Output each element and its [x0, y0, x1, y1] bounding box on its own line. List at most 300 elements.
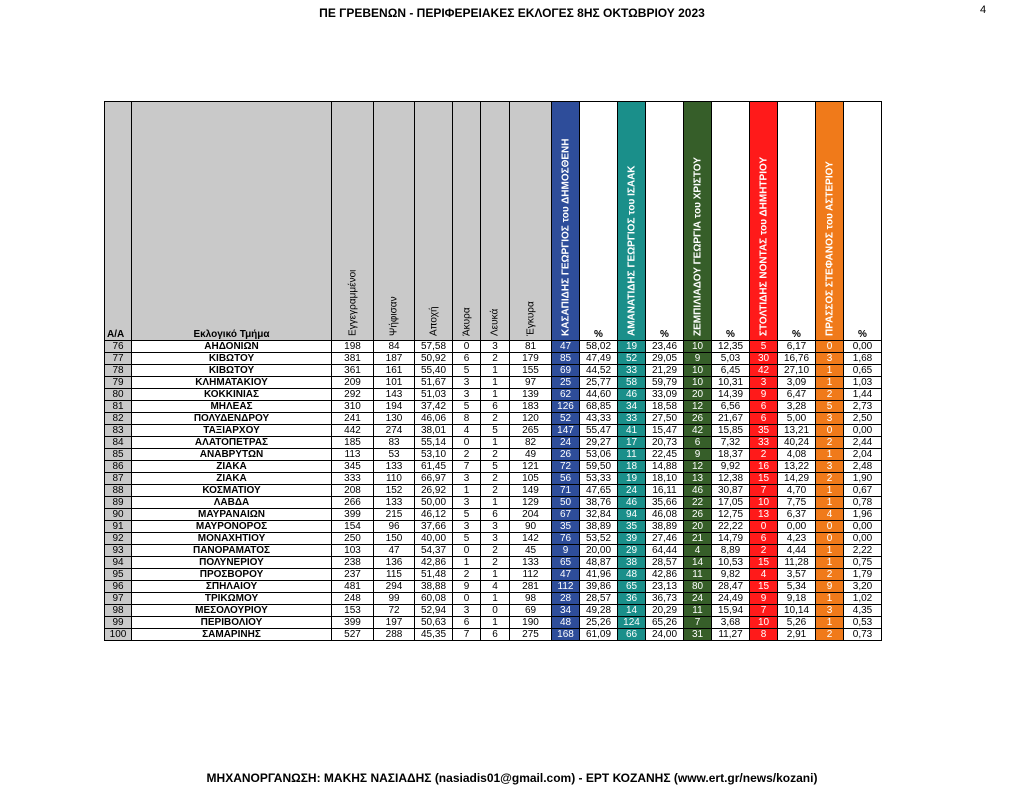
cell-candidate-2: 34 [618, 401, 646, 413]
cell-akyra: 3 [453, 389, 481, 401]
cell-lefka: 2 [481, 557, 510, 569]
cell-candidate-1: 34 [552, 605, 580, 617]
cell-apoxi: 46,06 [415, 413, 453, 425]
cell-pct-3: 6,56 [712, 401, 750, 413]
cell-pct-2: 27,46 [646, 533, 684, 545]
cell-candidate-2: 24 [618, 485, 646, 497]
cell-candidate-1: 24 [552, 437, 580, 449]
cell-candidate-1: 47 [552, 569, 580, 581]
cell-egkyra: 183 [510, 401, 552, 413]
cell-egkyra: 45 [510, 545, 552, 557]
cell-eggegrammenoi: 248 [332, 593, 374, 605]
cell-apoxi: 60,08 [415, 593, 453, 605]
cell-pct-3: 12,38 [712, 473, 750, 485]
cell-aa: 78 [105, 365, 132, 377]
cell-eggegrammenoi: 345 [332, 461, 374, 473]
cell-candidate-1: 112 [552, 581, 580, 593]
cell-eggegrammenoi: 399 [332, 617, 374, 629]
cell-akyra: 3 [453, 521, 481, 533]
cell-candidate-4: 10 [750, 617, 778, 629]
cell-lefka: 1 [481, 377, 510, 389]
cell-candidate-1: 48 [552, 617, 580, 629]
cell-eggegrammenoi: 333 [332, 473, 374, 485]
cell-egkyra: 142 [510, 533, 552, 545]
table-row [105, 353, 882, 365]
cell-tmima: ΣΑΜΑΡΙΝΗΣ [132, 629, 332, 641]
cell-pct-4: 4,70 [778, 485, 816, 497]
cell-pct-2: 38,89 [646, 521, 684, 533]
cell-egkyra: 129 [510, 497, 552, 509]
cell-candidate-4: 7 [750, 485, 778, 497]
table-row [105, 461, 882, 473]
cell-pct-3: 12,75 [712, 509, 750, 521]
cell-akyra: 0 [453, 341, 481, 353]
cell-candidate-4: 8 [750, 629, 778, 641]
cell-egkyra: 112 [510, 569, 552, 581]
table-row [105, 377, 882, 389]
cell-tmima: ΠΟΛΥΔΕΝΔΡΟΥ [132, 413, 332, 425]
header-pct-1: % [580, 102, 618, 341]
cell-psifisan: 294 [374, 581, 415, 593]
cell-eggegrammenoi: 238 [332, 557, 374, 569]
cell-candidate-5: 3 [816, 605, 844, 617]
cell-candidate-4: 15 [750, 557, 778, 569]
cell-pct-2: 14,88 [646, 461, 684, 473]
cell-pct-5: 2,50 [844, 413, 882, 425]
cell-pct-1: 47,65 [580, 485, 618, 497]
header-pct-3: % [712, 102, 750, 341]
cell-lefka: 3 [481, 341, 510, 353]
cell-psifisan: 115 [374, 569, 415, 581]
cell-akyra: 0 [453, 545, 481, 557]
cell-aa: 92 [105, 533, 132, 545]
cell-tmima: ΑΝΑΒΡΥΤΩΝ [132, 449, 332, 461]
cell-apoxi: 66,97 [415, 473, 453, 485]
table-row [105, 485, 882, 497]
cell-pct-3: 9,82 [712, 569, 750, 581]
cell-lefka: 4 [481, 581, 510, 593]
cell-candidate-3: 26 [684, 413, 712, 425]
cell-egkyra: 155 [510, 365, 552, 377]
cell-candidate-5: 2 [816, 437, 844, 449]
cell-candidate-1: 65 [552, 557, 580, 569]
table-row [105, 557, 882, 569]
cell-pct-1: 55,47 [580, 425, 618, 437]
cell-lefka: 1 [481, 389, 510, 401]
cell-egkyra: 81 [510, 341, 552, 353]
table-row [105, 593, 882, 605]
cell-lefka: 1 [481, 497, 510, 509]
cell-candidate-4: 15 [750, 473, 778, 485]
cell-lefka: 5 [481, 425, 510, 437]
cell-psifisan: 187 [374, 353, 415, 365]
cell-aa: 81 [105, 401, 132, 413]
cell-candidate-1: 72 [552, 461, 580, 473]
cell-akyra: 1 [453, 485, 481, 497]
cell-pct-1: 38,76 [580, 497, 618, 509]
cell-candidate-2: 11 [618, 449, 646, 461]
cell-pct-2: 24,00 [646, 629, 684, 641]
cell-pct-1: 20,00 [580, 545, 618, 557]
cell-tmima: ΚΟΚΚΙΝΙΑΣ [132, 389, 332, 401]
cell-tmima: ΚΛΗΜΑΤΑΚΙΟΥ [132, 377, 332, 389]
cell-egkyra: 275 [510, 629, 552, 641]
cell-pct-4: 2,91 [778, 629, 816, 641]
cell-pct-4: 3,09 [778, 377, 816, 389]
cell-akyra: 6 [453, 353, 481, 365]
cell-candidate-3: 22 [684, 497, 712, 509]
cell-eggegrammenoi: 198 [332, 341, 374, 353]
cell-lefka: 1 [481, 437, 510, 449]
cell-pct-2: 18,10 [646, 473, 684, 485]
cell-candidate-5: 0 [816, 521, 844, 533]
cell-pct-1: 29,27 [580, 437, 618, 449]
cell-lefka: 1 [481, 617, 510, 629]
cell-candidate-4: 2 [750, 449, 778, 461]
cell-candidate-3: 4 [684, 545, 712, 557]
header-psifisan: Ψήφισαν [374, 102, 415, 341]
cell-pct-1: 58,02 [580, 341, 618, 353]
cell-psifisan: 110 [374, 473, 415, 485]
cell-aa: 88 [105, 485, 132, 497]
cell-pct-1: 53,06 [580, 449, 618, 461]
cell-aa: 80 [105, 389, 132, 401]
cell-candidate-1: 56 [552, 473, 580, 485]
cell-pct-5: 0,78 [844, 497, 882, 509]
cell-egkyra: 98 [510, 593, 552, 605]
cell-lefka: 2 [481, 413, 510, 425]
cell-pct-4: 13,21 [778, 425, 816, 437]
table-row [105, 365, 882, 377]
cell-apoxi: 45,35 [415, 629, 453, 641]
cell-pct-2: 36,73 [646, 593, 684, 605]
page-title: ΠΕ ΓΡΕΒΕΝΩΝ - ΠΕΡΙΦΕΡΕΙΑΚΕΣ ΕΚΛΟΓΕΣ 8ΗΣ ΟΚΤΩΒΡΙΟΥ 2023 [319, 6, 705, 20]
cell-candidate-4: 30 [750, 353, 778, 365]
cell-aa: 77 [105, 353, 132, 365]
cell-aa: 96 [105, 581, 132, 593]
cell-candidate-2: 48 [618, 569, 646, 581]
cell-candidate-1: 76 [552, 533, 580, 545]
cell-candidate-2: 38 [618, 557, 646, 569]
cell-aa: 83 [105, 425, 132, 437]
cell-aa: 94 [105, 557, 132, 569]
cell-apoxi: 55,14 [415, 437, 453, 449]
cell-eggegrammenoi: 310 [332, 401, 374, 413]
cell-candidate-4: 4 [750, 569, 778, 581]
cell-pct-2: 29,05 [646, 353, 684, 365]
cell-pct-3: 24,49 [712, 593, 750, 605]
cell-lefka: 3 [481, 533, 510, 545]
cell-candidate-5: 2 [816, 569, 844, 581]
cell-pct-3: 15,94 [712, 605, 750, 617]
cell-eggegrammenoi: 241 [332, 413, 374, 425]
header-apoxi: Αποχή [415, 102, 453, 341]
cell-pct-2: 23,13 [646, 581, 684, 593]
cell-candidate-1: 50 [552, 497, 580, 509]
cell-apoxi: 42,86 [415, 557, 453, 569]
cell-candidate-5: 1 [816, 365, 844, 377]
cell-aa: 82 [105, 413, 132, 425]
header-candidate-3: ΖΕΜΠΙΛΙΑΔΟΥ ΓΕΩΡΓΙΑ του ΧΡΙΣΤΟΥ [684, 102, 712, 341]
cell-apoxi: 53,10 [415, 449, 453, 461]
cell-candidate-2: 19 [618, 473, 646, 485]
header-pct-4: % [778, 102, 816, 341]
table-row [105, 497, 882, 509]
cell-akyra: 3 [453, 473, 481, 485]
cell-eggegrammenoi: 527 [332, 629, 374, 641]
cell-egkyra: 105 [510, 473, 552, 485]
cell-psifisan: 143 [374, 389, 415, 401]
cell-lefka: 2 [481, 545, 510, 557]
cell-akyra: 0 [453, 593, 481, 605]
table-row [105, 425, 882, 437]
cell-lefka: 0 [481, 605, 510, 617]
cell-akyra: 4 [453, 425, 481, 437]
cell-candidate-5: 1 [816, 497, 844, 509]
cell-pct-3: 17,05 [712, 497, 750, 509]
cell-pct-1: 61,09 [580, 629, 618, 641]
cell-candidate-3: 12 [684, 461, 712, 473]
cell-candidate-3: 11 [684, 569, 712, 581]
cell-akyra: 2 [453, 449, 481, 461]
cell-lefka: 2 [481, 473, 510, 485]
cell-pct-3: 6,45 [712, 365, 750, 377]
cell-apoxi: 50,00 [415, 497, 453, 509]
cell-apoxi: 61,45 [415, 461, 453, 473]
cell-tmima: ΑΗΔΟΝΙΩΝ [132, 341, 332, 353]
cell-pct-4: 5,34 [778, 581, 816, 593]
cell-pct-5: 0,53 [844, 617, 882, 629]
cell-akyra: 7 [453, 461, 481, 473]
cell-pct-5: 3,20 [844, 581, 882, 593]
cell-pct-5: 2,04 [844, 449, 882, 461]
cell-pct-1: 53,52 [580, 533, 618, 545]
cell-akyra: 5 [453, 509, 481, 521]
cell-pct-5: 0,00 [844, 521, 882, 533]
cell-lefka: 5 [481, 461, 510, 473]
cell-pct-4: 0,00 [778, 521, 816, 533]
cell-akyra: 2 [453, 569, 481, 581]
cell-apoxi: 51,03 [415, 389, 453, 401]
cell-egkyra: 265 [510, 425, 552, 437]
cell-pct-3: 28,47 [712, 581, 750, 593]
cell-psifisan: 215 [374, 509, 415, 521]
cell-egkyra: 133 [510, 557, 552, 569]
cell-candidate-3: 10 [684, 341, 712, 353]
cell-pct-2: 42,86 [646, 569, 684, 581]
cell-candidate-5: 2 [816, 389, 844, 401]
cell-tmima: ΠΑΝΟΡΑΜΑΤΟΣ [132, 545, 332, 557]
cell-aa: 86 [105, 461, 132, 473]
cell-candidate-2: 124 [618, 617, 646, 629]
cell-pct-1: 48,87 [580, 557, 618, 569]
cell-pct-2: 22,45 [646, 449, 684, 461]
cell-candidate-4: 2 [750, 545, 778, 557]
cell-pct-2: 64,44 [646, 545, 684, 557]
cell-pct-2: 23,46 [646, 341, 684, 353]
cell-aa: 90 [105, 509, 132, 521]
cell-pct-5: 1,96 [844, 509, 882, 521]
cell-egkyra: 139 [510, 389, 552, 401]
table-row [105, 569, 882, 581]
cell-candidate-4: 13 [750, 509, 778, 521]
cell-candidate-2: 17 [618, 437, 646, 449]
cell-candidate-4: 6 [750, 401, 778, 413]
cell-pct-4: 27,10 [778, 365, 816, 377]
cell-candidate-5: 1 [816, 593, 844, 605]
table-row [105, 581, 882, 593]
cell-candidate-5: 3 [816, 461, 844, 473]
cell-tmima: ΠΡΟΣΒΟΡΟΥ [132, 569, 332, 581]
cell-psifisan: 133 [374, 497, 415, 509]
cell-pct-2: 59,79 [646, 377, 684, 389]
cell-pct-4: 5,00 [778, 413, 816, 425]
cell-candidate-4: 3 [750, 377, 778, 389]
cell-tmima: ΚΙΒΩΤΟΥ [132, 365, 332, 377]
cell-pct-2: 21,29 [646, 365, 684, 377]
cell-pct-3: 10,53 [712, 557, 750, 569]
cell-pct-2: 20,29 [646, 605, 684, 617]
cell-candidate-1: 126 [552, 401, 580, 413]
cell-apoxi: 57,58 [415, 341, 453, 353]
cell-candidate-2: 14 [618, 605, 646, 617]
cell-akyra: 7 [453, 629, 481, 641]
cell-tmima: ΣΠΗΛΑΙΟΥ [132, 581, 332, 593]
cell-candidate-3: 11 [684, 605, 712, 617]
cell-candidate-4: 42 [750, 365, 778, 377]
cell-pct-5: 4,35 [844, 605, 882, 617]
cell-pct-2: 28,57 [646, 557, 684, 569]
cell-aa: 89 [105, 497, 132, 509]
table-row [105, 341, 882, 353]
cell-psifisan: 84 [374, 341, 415, 353]
cell-eggegrammenoi: 361 [332, 365, 374, 377]
cell-pct-5: 0,65 [844, 365, 882, 377]
cell-pct-4: 3,57 [778, 569, 816, 581]
cell-pct-3: 5,03 [712, 353, 750, 365]
cell-eggegrammenoi: 442 [332, 425, 374, 437]
cell-candidate-4: 7 [750, 605, 778, 617]
cell-candidate-4: 0 [750, 521, 778, 533]
cell-pct-1: 44,52 [580, 365, 618, 377]
table-row [105, 401, 882, 413]
cell-psifisan: 83 [374, 437, 415, 449]
cell-aa: 93 [105, 545, 132, 557]
cell-lefka: 6 [481, 401, 510, 413]
cell-candidate-4: 10 [750, 497, 778, 509]
cell-candidate-3: 24 [684, 593, 712, 605]
cell-pct-5: 0,00 [844, 425, 882, 437]
cell-candidate-5: 1 [816, 545, 844, 557]
cell-apoxi: 51,67 [415, 377, 453, 389]
cell-candidate-2: 29 [618, 545, 646, 557]
cell-pct-1: 59,50 [580, 461, 618, 473]
cell-candidate-3: 20 [684, 521, 712, 533]
cell-egkyra: 97 [510, 377, 552, 389]
cell-candidate-5: 5 [816, 401, 844, 413]
cell-pct-5: 1,44 [844, 389, 882, 401]
cell-candidate-1: 67 [552, 509, 580, 521]
cell-tmima: ΛΑΒΔΑ [132, 497, 332, 509]
cell-tmima: ΚΙΒΩΤΟΥ [132, 353, 332, 365]
cell-candidate-4: 6 [750, 413, 778, 425]
cell-pct-5: 0,73 [844, 629, 882, 641]
cell-eggegrammenoi: 185 [332, 437, 374, 449]
cell-psifisan: 53 [374, 449, 415, 461]
cell-candidate-2: 36 [618, 593, 646, 605]
cell-candidate-2: 39 [618, 533, 646, 545]
cell-candidate-5: 0 [816, 425, 844, 437]
cell-apoxi: 54,37 [415, 545, 453, 557]
cell-candidate-5: 1 [816, 377, 844, 389]
cell-aa: 100 [105, 629, 132, 641]
cell-akyra: 0 [453, 437, 481, 449]
cell-psifisan: 150 [374, 533, 415, 545]
cell-candidate-4: 16 [750, 461, 778, 473]
cell-aa: 98 [105, 605, 132, 617]
cell-pct-5: 1,03 [844, 377, 882, 389]
cell-psifisan: 197 [374, 617, 415, 629]
cell-candidate-1: 52 [552, 413, 580, 425]
cell-candidate-4: 35 [750, 425, 778, 437]
cell-eggegrammenoi: 113 [332, 449, 374, 461]
cell-pct-2: 27,50 [646, 413, 684, 425]
cell-pct-3: 8,89 [712, 545, 750, 557]
cell-lefka: 6 [481, 509, 510, 521]
cell-pct-4: 16,76 [778, 353, 816, 365]
results-table [104, 101, 882, 641]
cell-apoxi: 51,48 [415, 569, 453, 581]
cell-lefka: 6 [481, 629, 510, 641]
cell-pct-4: 14,29 [778, 473, 816, 485]
cell-pct-1: 47,49 [580, 353, 618, 365]
table-row [105, 545, 882, 557]
cell-candidate-5: 0 [816, 533, 844, 545]
cell-pct-1: 53,33 [580, 473, 618, 485]
cell-pct-4: 7,75 [778, 497, 816, 509]
header-pct-5: % [844, 102, 882, 341]
cell-pct-4: 11,28 [778, 557, 816, 569]
cell-tmima: ΖΙΑΚΑ [132, 461, 332, 473]
cell-candidate-3: 42 [684, 425, 712, 437]
cell-candidate-3: 26 [684, 509, 712, 521]
cell-egkyra: 120 [510, 413, 552, 425]
cell-candidate-1: 71 [552, 485, 580, 497]
cell-pct-4: 13,22 [778, 461, 816, 473]
cell-akyra: 3 [453, 497, 481, 509]
cell-aa: 95 [105, 569, 132, 581]
cell-candidate-5: 3 [816, 413, 844, 425]
cell-egkyra: 204 [510, 509, 552, 521]
cell-eggegrammenoi: 266 [332, 497, 374, 509]
cell-egkyra: 281 [510, 581, 552, 593]
cell-pct-5: 1,68 [844, 353, 882, 365]
cell-candidate-3: 21 [684, 533, 712, 545]
cell-lefka: 1 [481, 569, 510, 581]
cell-eggegrammenoi: 381 [332, 353, 374, 365]
cell-candidate-3: 13 [684, 473, 712, 485]
cell-eggegrammenoi: 481 [332, 581, 374, 593]
cell-akyra: 5 [453, 533, 481, 545]
cell-egkyra: 190 [510, 617, 552, 629]
cell-akyra: 3 [453, 605, 481, 617]
cell-pct-4: 4,08 [778, 449, 816, 461]
cell-lefka: 1 [481, 593, 510, 605]
header-akyra: Άκυρα [453, 102, 481, 341]
cell-pct-1: 41,96 [580, 569, 618, 581]
cell-akyra: 5 [453, 401, 481, 413]
cell-candidate-1: 168 [552, 629, 580, 641]
